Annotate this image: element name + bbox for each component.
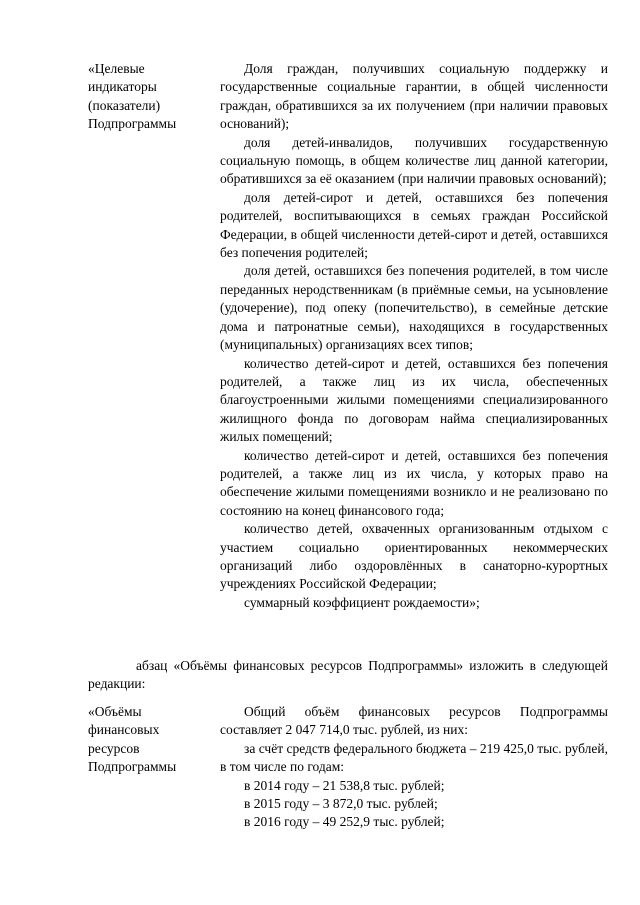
indicator-paragraph: доля детей, оставшихся без попечения родителей, в том числе переданных неродственникам (в приёмные семьи, на усыновление (удочерение), под опеку (попечительство), в семейные детские дома и патронатные семьи), находящихся в государственных (муниципальных) организациях всех типов;: [220, 263, 608, 353]
financial-year-line: в 2016 году – 49 252,9 тыс. рублей;: [244, 814, 445, 830]
financial-resources-content: [220, 703, 608, 832]
indicator-paragraph: количество детей, охваченных организованным отдыхом с участием социально ориентированных некоммерческих организаций либо оздоровлённых в санаторно-курортных учреждениях Российской Федерации;: [220, 521, 608, 592]
indicator-paragraph: количество детей-сирот и детей, оставшихся без попечения родителей, а также лиц из их числа, у которых право на обеспечение жилыми помещениями возникло и не реализовано по состоянию на конец финансового года;: [220, 447, 608, 518]
indicator-paragraph: количество детей-сирот и детей, оставшихся без попечения родителей, а также лиц из их числа, обеспеченных благоустроенными жилыми помещениями специализированного жилищного фонда по договорам найма специализированных жилых помещений;: [220, 355, 608, 445]
target-indicators-content: [220, 60, 608, 612]
financial-year-line: в 2015 году – 3 872,0 тыс. рублей;: [244, 796, 438, 812]
indicator-paragraph: суммарный коэффициент рождаемости»;: [244, 594, 480, 610]
indicator-paragraph: доля детей-сирот и детей, оставшихся без попечения родителей, воспитывающихся в семьях граждан Российской Федерации, в общей численности детей-сирот и детей, оставшихся без попечения родителей;: [220, 189, 608, 261]
indicator-paragraph: Доля граждан, получивших социальную поддержку и государственные социальные гарантии, в общей численности граждан, обратившихся за их получением (при наличии правовых оснований);: [220, 61, 608, 132]
amendment-instruction: абзац «Объёмы финансовых ресурсов Подпрограммы» изложить в следующей редакции:: [88, 658, 608, 692]
financial-resources-label: «Объёмы финансовых ресурсов Подпрограммы: [88, 704, 177, 775]
indicator-paragraph: доля детей-инвалидов, получивших государственную социальную помощь, в общем количестве лиц данной категории, обратившихся за её оказанием (при наличии правовых оснований);: [220, 134, 608, 187]
target-indicators-label: «Целевые индикаторы (показатели) Подпрограммы: [88, 61, 177, 132]
financial-year-line: в 2014 году – 21 538,8 тыс. рублей;: [244, 777, 445, 793]
financial-paragraph: Общий объём финансовых ресурсов Подпрограммы составляет 2 047 714,0 тыс. рублей, из них:: [220, 704, 608, 738]
financial-paragraph: за счёт средств федерального бюджета – 219 425,0 тыс. рублей, в том числе по годам:: [220, 740, 608, 775]
